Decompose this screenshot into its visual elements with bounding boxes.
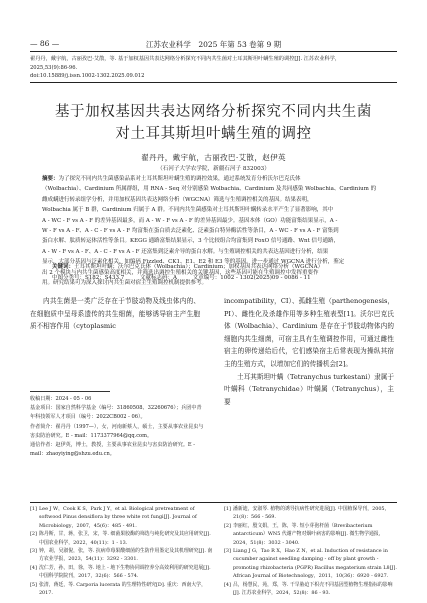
citation-line: 2025,53(9):86-96.	[30, 64, 78, 71]
abstract-line: 出 2 个模块与内共生菌感染高度相关，并筛选出调控生殖相关的关键基因，这些基因可能在生殖调控中发挥重要作	[42, 269, 319, 276]
reference-item	[30, 505, 215, 530]
abstract-line: Wolbachia 属于 B 群，Cardinium 归属于 A 群。不同内共生菌感染对土耳其斯坦叶螨转录水平产生了显著影响，其中	[42, 207, 334, 214]
header-rule	[30, 51, 397, 52]
abstract-line: A - W - F vs A - F、A - C - F vs A - F 还富集到泛素介导的蛋白水解。与生殖调控相关的共表达基因进行分析，结果	[42, 248, 329, 255]
reference-text: 陈丹斯，甘，蒋，张卫，宋，等. 细菌果胶酶的筛选与纯化研究及其应用研究[J]. 中国农业科学，2022，40(11)：1 - 13.	[38, 531, 211, 546]
reference-number: [4]	[30, 564, 37, 571]
affiliation: （石河子大学农学院，新疆石河子 832003）	[157, 166, 270, 172]
article-number: 文章编号：1002 - 1302(2025)09 - 0086 - 11	[192, 275, 311, 281]
body-column-right	[224, 295, 394, 408]
document-code: 文献标志码：A	[140, 275, 178, 281]
abstract-line: 显示，大部分基因与泛素化相关，如编码 Fizzled、CK1、E1、E2 和 E3 等的基因。进一步通过 WGCNA 进行分析，鉴定	[42, 259, 345, 266]
body-paragraph: 内共生菌是一类广泛存在于节肢动物及线虫体内的、在细胞质中呈母系遗传的共生细菌，能够诱导宿主产生胞质不相容作用（cytoplasmic	[30, 297, 200, 331]
references-left	[30, 505, 215, 597]
abstract-line: W - F vs A - F、A - C - F vs A - F 均富集在蛋白质去泛素化、泛素蛋白特异酶活性等条目，A - WC - F vs A - F 富集到	[42, 228, 339, 235]
reference-number: [3]	[224, 548, 231, 555]
article-title-line-2: 对土耳其斯坦叶螨生殖的调控	[115, 126, 312, 142]
footnote-corresponding: 通信作者：赵伊英，博士，教授，主要从事农业昆虫与害虫防治研究。E - mail：zhaoyiying@shzu.edu.cn。	[30, 442, 195, 458]
page-number: — 86 —	[30, 39, 60, 48]
reference-item	[30, 564, 215, 581]
body-paragraph: 土耳其斯坦叶螨（Tetranychus turkestani）隶属于叶螨科（Tetranychidae）叶螨属（Tetranychus），主要	[224, 372, 394, 406]
doi-line: doi:10.15889/j.issn.1002-1302.2025.09.012	[30, 73, 145, 80]
footnote-funding: 基金项目：国家自然科学基金（编号：31860508、32260676）；兵团中青年科技领军人才项目（编号：2022CB002 - 06）。	[30, 405, 202, 421]
footnote-author-bio: 作者简介：翟丹丹（1997—），女，河南新蔡人，硕士，主要从事农业昆虫与害虫防治研究。E - mail：1173377964@qq.com。	[30, 423, 204, 439]
body-column-left	[30, 295, 200, 333]
reference-number: [2]	[30, 531, 37, 538]
footnotes	[30, 395, 205, 459]
author-list: 翟丹丹，戴宇航，古丽孜巴·艾散，赵伊英	[141, 153, 286, 162]
abstract-line: A - WC - F vs A - F 的差异基因最多，而 A - W - F vs A - F 的差异基因最少。基因本体（GO）功能富集结果显示，A -	[42, 217, 338, 224]
reference-number: [1]	[224, 506, 231, 512]
reference-number: [4]	[224, 581, 231, 588]
reference-text: 李丽红，殷文娟，王，陈，等. 短小芽孢杆菌（Brevibacterium antarcticum）WN5 代谢产物对烟叶病害的影响[J]. 微生物学通报，2024，51(8)：3032 - 3040.	[232, 522, 384, 546]
reference-text: 张清，蒋廷，等. Carporia lucerata 的生理特性研究[D]. 重庆：西南大学，2017.	[38, 581, 206, 597]
reference-text: 潘新迪，安淑琴. 植物的诱导抗病性研究进展[J]. 中国植保导刊，2005，21(8)：566 - 569.	[232, 506, 390, 521]
reference-item	[30, 547, 215, 564]
citation-line: 翟丹丹，戴宇航，古丽孜巴·艾散，等. 基于加权基因共表达网络分析探究不同内共生菌对土耳其斯坦叶螨生殖的调控[J]. 江苏农业科学，	[30, 56, 341, 62]
reference-item	[224, 547, 399, 581]
clc-number: 中图分类号：S182；S433.7	[52, 275, 125, 281]
abstract-label: 摘要：	[42, 176, 59, 182]
article-title-line-1: 基于加权基因共表达网络分析探究不同内共生菌	[54, 104, 373, 120]
reference-item	[224, 522, 399, 547]
keywords	[52, 262, 385, 270]
reference-text: 沈仁芳，孙，田，徐，等. 地上 - 地下生物协同调控养分高效利用的研究进展[J]. 中国科学院院刊，2017，32(6)：566 - 574.	[38, 564, 211, 580]
reference-item	[224, 505, 399, 522]
reference-number: [1]	[30, 506, 37, 512]
reference-number: [2]	[224, 522, 231, 529]
journal-name: 江苏农业科学 2025 年第 53 卷第 9 期	[145, 40, 282, 49]
reference-item	[224, 581, 399, 598]
body-paragraph: incompatibility，CI）、孤雌生殖（parthenogenesis，PI）、雌性化及杀雄作用等多种生殖表型[1]。沃尔巴克氏体（Wolbachia）、Cardinium 是存在于节肢动物体内的细胞内共生细菌，可宿主具有生殖调控作用，可通过雌性宿主的卵传递给后代，它们感染宿主后常表现为操纵其宿主的生殖方式，以增加它们的传播机会[2]。	[224, 297, 394, 368]
citation-block	[30, 55, 397, 81]
keywords-label: 关键词：	[52, 264, 75, 270]
reference-item	[30, 530, 215, 547]
reference-number: [3]	[30, 548, 37, 555]
abstract-line: 为了探究不同内共生菌感染品系对土耳其斯坦叶螨生殖的调控效果，通过系统发育分析沃尔巴克氏体	[58, 176, 301, 182]
reference-text: 钟，胡，吴淑倪，张，等. 抗病草莓果酸细菌的生防作用鉴定及其机理研究[J]. 南方农业学报，2023，54(11)：3292 - 3301.	[38, 548, 213, 563]
reference-item	[30, 581, 215, 598]
reference-number: [5]	[30, 581, 37, 588]
footnote-rule	[30, 391, 110, 392]
reference-text: 吕，杨慧民，苑，郑，等. 干旱胁迫下枳壳不同基因型植物生理指标的影响[J]. 江苏农业科学，2024，52(8)：86 - 93.	[232, 581, 393, 597]
reference-text: Lee J W，Cook K S，Park J Y，et al. Biological pretreatment of softwood Pinus densiflora by three white rot fungi[J]. Journal of Microbiology，2007，45(6)：485 - 491.	[38, 506, 197, 529]
reference-text: Liang J G，Tao R X，Hao Z N，et al. Induction of resistance in cucumber against seedling damping - off by plant growth - promoting rhizobacteria (PGPR) Bacillus megaterium strain L8[J]. African Journal of Biotechnology，2011，10(36)：6920 - 6927.	[232, 548, 397, 580]
abstract-line: （Wolbachia）、Cardinium 所属群组，用 RNA - Seq 对分别感染 Wolbachia、Cardinium 及共同感染 Wolbachia、Cardinium 的	[42, 186, 377, 193]
abstract-line: 蛋白水解、肽质转运体活性等条目。KEGG 通路富集结果显示，3 个比较组合均富集到 FoxO 信号通路、Wnt 信号通路，	[42, 238, 339, 245]
abstract	[42, 174, 385, 288]
abstract-line: 雌成螨进行转录组学分析，并用加权基因共表达网络分析（WGCNA）筛选与生殖调控相关的基因。结果表明，	[42, 196, 313, 203]
keywords-text: 土耳其斯坦叶螨；沃尔巴克氏体（Wolbachia）；Cardinium；加权基因共表达网络分析（WGCNA）	[74, 264, 324, 270]
references-right	[224, 505, 399, 597]
running-header	[30, 39, 397, 51]
footnote-received: 收稿日期：2024 - 05 - 06	[30, 396, 92, 402]
references-rule	[30, 502, 397, 503]
citation-rule	[30, 82, 397, 83]
abstract-line: 用。研究结果可为深入探讨内共生菌对宿主生殖调控机制提供参考。	[42, 280, 208, 287]
classification-line	[52, 273, 385, 281]
